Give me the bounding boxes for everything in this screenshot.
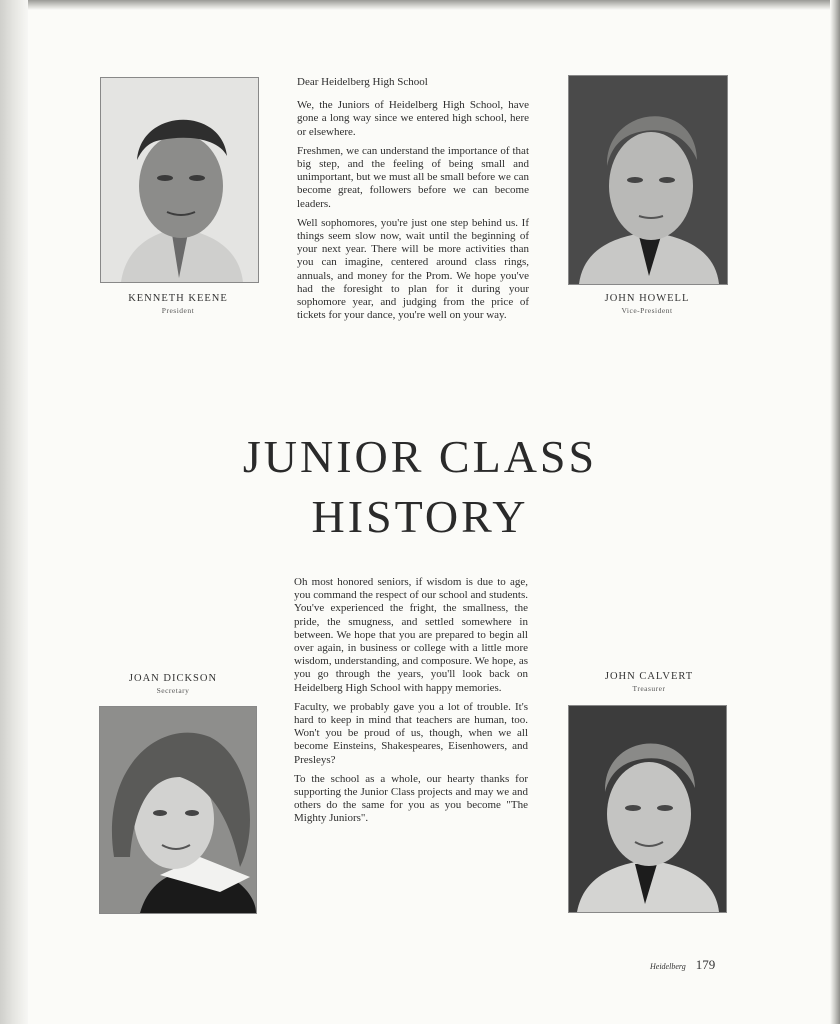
letter-paragraph: Oh most honored seniors, if wisdom is due to age, you command the respect of our school and students. You've experienced the fright, the smallness, the pride, the smugness, and settled somewhere in between. We hope that you are prepared to begin all over again, in business or college with a little more wisdom, understanding, and composure. We hope, as you go through the years, you'll look back on Heidelberg High School with happy memories. — [294, 576, 528, 694]
salutation: Dear Heidelberg High School — [297, 76, 428, 88]
officer-name: JOHN HOWELL — [604, 293, 690, 304]
officer-role: Secretary — [156, 686, 190, 695]
letter-top — [297, 76, 529, 328]
letter-paragraph: To the school as a whole, our hearty thanks for supporting the Junior Class projects and may we and others do the same for you as you become "The Mighty Juniors". — [294, 772, 528, 825]
page-footer — [650, 956, 770, 974]
portrait-john-howell — [568, 75, 728, 285]
letter-paragraph: We, the Juniors of Heidelberg High School, have gone a long way since we entered high school, here or elsewhere. — [297, 99, 529, 138]
caption-treasurer — [564, 671, 734, 693]
caption-president — [93, 293, 263, 315]
letter-paragraph: Well sophomores, you're just one step behind us. If things seem slow now, wait until the beginning of your next year. There will be more activities than you can imagine, centered around class rings, annuals, and money for the Prom. We hope you've had the foresight to plan for it during your sophomore year, and judging from the price of tickets for your dance, you're well on your way. — [297, 216, 529, 322]
officer-role: Treasurer — [632, 684, 666, 693]
book-title: Heidelberg — [650, 962, 686, 971]
officer-role: Vice-President — [621, 306, 673, 315]
officer-name: JOAN DICKSON — [128, 673, 218, 684]
officer-name: KENNETH KEENE — [128, 293, 228, 304]
portrait-kenneth-keene — [100, 77, 259, 283]
letter-paragraph: Faculty, we probably gave you a lot of trouble. It's hard to keep in mind that teachers are human, too. Won't you be proud of us, though, when we all become Einsteins, Shakespeares, Eisenhowers, and Presleys? — [294, 700, 528, 766]
caption-vice-president — [562, 293, 732, 315]
page-number: 179 — [695, 957, 716, 972]
officer-role: President — [161, 306, 195, 315]
letter-bottom — [294, 576, 528, 832]
page-title-line-1: JUNIOR CLASS — [242, 431, 598, 482]
page-top-edge — [0, 0, 830, 10]
officer-name: JOHN CALVERT — [604, 671, 694, 682]
caption-secretary — [88, 673, 258, 695]
letter-paragraph: Freshmen, we can understand the importance of that big step, and the feeling of being small and unimportant, but we must all be small before we can become great, followers before we can become leaders. — [297, 144, 529, 210]
portrait-joan-dickson — [99, 706, 257, 914]
portrait-john-calvert — [568, 705, 727, 913]
page-title-line-2: HISTORY — [311, 491, 529, 542]
